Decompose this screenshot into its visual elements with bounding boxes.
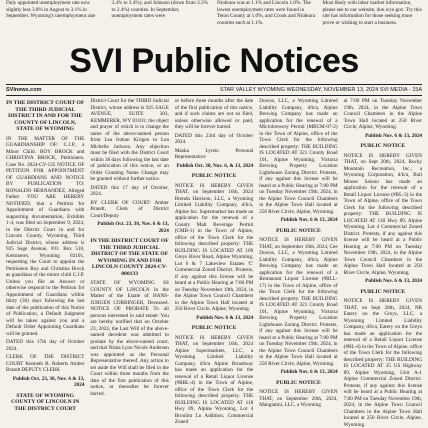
- notice-body: NOTICE IS HEREBY GIVEN THAT, on September 16th, 2024 Alpine Supermarkets, LLC, a Wyoming Limited Liability Company, d/b/a Alpine Broadway has made an application for the renewal of a Retail Liquor License (#RRL-4) in the Town of Alpine, office of the Town Clerk for the following described property. THE BUILDING IS LOCATED AT 118 Hwy 89, Alpine Wyoming, Lot 4 Broulim Ln Addition, Commercial Zoned: [175, 335, 253, 426]
- article-text: Duly appointed unemployment rate now slightly less 3.8% in August to 3.1% in September. Wyoming's unemployment rate: [6, 0, 106, 46]
- dateline: [6, 84, 422, 96]
- notice-body: NOTICE IS HEREBY GIVEN THAT, on September 16th, 2024, Cee Downs, LLC, a Wyoming Limited Liability Company, d/b/a, Alpine Brewing Company has made an application for the renewal of a Restaurant Liquor License (#RLL-17) in the Town of Alpine, office of the Town Clerk for the following described property. THE BUILDING IS LOCATED AT 321 County Road 101, Alpine Wyoming, Victoria Brewing Property Location Lighthouse Zoning District. Protests, if any against this license will be heard at a Public Hearing at 7:00 PM on Tuesday November 19th, 2024, in the Alpine Town Council Chambers in the Alpine Town Hall located at 250 River Circle, Alpine, Wyoming.: [259, 237, 337, 367]
- notice-body: IN THE MATTER OF THE GUARDIANSHIP OF: C.J.P., a Minor Child. ROY BROCK and CHRISTINA BROCK, Petitioners. Case No. 2024-CV-125 NOTICE OF PETITION FOR APPOINTMENT OF GUARDIANS AND NOTICE BY PUBLICATION TO: RONALDO HERNANDEZ, Alleged Father YOU ARE HEREBY NOTIFIED, that a Petition for Appointment of Guardians with supporting documentation, Exhibits 1-4, was filed on September 9, 2024, in the District Court in and for Lincoln County, Wyoming, Third Judicial District, whose address is 925 Sage Avenue, P.O. Box 510, Kemmerer, Wyoming 83101, requesting the Court to appoint the Petitioners Roy and Christina Brock as guardians of the minor child C.J.P. Unless you file an Answer or otherwise respond to the Petition for Appointment of Guardians within thirty (30) days following the last date of the publication of this Notice of Publication, a Default Judgment will be taken against you and a Default Order Appointing Guardians will be granted.: [6, 136, 84, 338]
- notice-date: DATED this 17th day of October 2024.: [6, 339, 84, 352]
- notice-heading: PUBLIC NOTICE: [344, 143, 422, 150]
- notice: [90, 238, 168, 397]
- notice-date: DATED this 17 day of October, 2024.: [90, 185, 168, 198]
- notice: [90, 98, 168, 234]
- column-1: [6, 98, 84, 400]
- notice-heading: IN THE DISTRICT COURT OF THE THIRD JUDICIAL DISTRICT OF THE STATE OF WYOMING IN AND FOR LINCOLN COUNTY 2024-CV-000133: [90, 238, 168, 277]
- column-4: [259, 98, 337, 400]
- masthead: [0, 40, 428, 82]
- notice: [175, 325, 253, 426]
- publish-dates: Publish Oct. 23, 30, Nov. 6 & 13, 2024: [90, 221, 168, 234]
- notice-heading: IN THE DISTRICT COURT OF THE THIRD JUDICIAL DISTRICT IN AND FOR THE COUNTY OF LINCOLN, STATE OF WYOMING: [6, 100, 84, 133]
- notice-body: NOTICE IS HEREBY GIVEN THAT, on September 16th, 2024 Brenda Harrison, LLC, a Wyoming Limited Liability Company, d/b/a, Alpine Inc. Supermarket has made an application for the renewal of a County Malt Beverage Permit (CMB-1) in the Town of Alpine, office of the Town Clerk for the following described property: THE BUILDING IS LOCATED AT 109 Greys River Road, Alpine Wyoming, Lot 6 & 7 Lakeview Estates 'C' Commercial Zoned District. Protests, if any against this license will be heard at a Public Hearing at 7:00 PM on Tuesday November 19th, 2024, in the Alpine Town Council Chambers in the Alpine Town Hall located at 250 River Circle, Alpine, Wyoming.: [175, 183, 253, 313]
- publish-dates: Publish Nov. 6 & 13, 2024: [344, 133, 422, 140]
- publish-dates: Publish Nov. 6 & 13, 2024: [259, 369, 337, 376]
- notice: [344, 143, 422, 285]
- article-text: Niobrara was at 1.1% and Lincoln 1.0%. The lowest unemployment rates were found in Teton County at 1.0%, and Crook and Niobrara counties each at 1.1%.: [217, 0, 317, 46]
- notice-heading: PUBLIC NOTICE: [259, 228, 337, 235]
- publish-dates: Publish Nov. 6 & 13, 2024: [344, 278, 422, 285]
- notice: [259, 98, 337, 224]
- notice: [344, 289, 422, 428]
- column-5: [344, 98, 422, 400]
- notice: [344, 98, 422, 139]
- notice-signature: Mazka Lyrein Personal Representative: [175, 148, 253, 161]
- notice-body: at 7:00 PM on Tuesday November 19th, 2024, in the Alpine Town Council Chambers in the Alpine Town Hall located at 250 River Circle, Alpine, Wyoming.: [344, 98, 422, 131]
- issue-info: STAR VALLEY WYOMING WEDNESDAY, NOVEMBER 13, 2024 SVI MEDIA - 15A: [220, 87, 422, 93]
- notice-heading: PUBLIC NOTICE: [259, 380, 337, 387]
- notice: [175, 98, 253, 169]
- article-text: 3.4% to 3.4%), and Johnson (down from 3.3% to 2.4%) counties. In September, unemployment rates were: [112, 0, 212, 46]
- article-text: Most likely with labor market information, please see to our website, doe.wyo.gov. Try this site has information for those seeking more prove or wishing to start a business.: [323, 0, 423, 46]
- column-2: [90, 98, 168, 400]
- notice-heading: PUBLIC NOTICE: [344, 289, 422, 296]
- notice-body: STATE OF WYOMING SS COUNTY OF LINCOLN In the Matter of the Estate of HANS-JURGEN CORRINGER, Deceased. NOTICE OF PROBATE To all persons interested in said estate: You are hereby notified that on October 23, 2024, the Last Will of the above-named decedent was admitted to probate by the above-named court, and that Nisha Lynn Nicole Andersen was appointed as the Personal Representative thereof. Any action to set aside the Will shall be filed in the Court within three months from the date of the first publication of this notice, or thereafter be forever barred.: [90, 280, 168, 397]
- notice-body: District Court for the THIRD Judicial District, whose address is 925 SAGE AVENUE, SUITE 303, KEMMERER, WY 83101; the object and prayer of which is to change the name of the above-named person from Lea Iroban Kirigen to Lea Michelle Jackson. Any objection must be filed with the District Court within 30 days following the last date of publication of this notice, or an Order Granting Name Change may be granted without further notice.: [90, 98, 168, 183]
- publish-dates: Publish Oct. 30, Nov. 6, & 13, 2024: [175, 163, 253, 170]
- notice-date: DATED this 23rd day of October 2024.: [175, 133, 253, 146]
- publish-dates: Publish Nov. 6 & 13, 2024: [259, 217, 337, 224]
- notice: [259, 228, 337, 376]
- page-title: SVI Public Notices: [0, 40, 428, 82]
- notice: [175, 173, 253, 321]
- notice-columns: [6, 98, 422, 400]
- notice-body: NOTICE IS HEREBY GIVEN THAT, on September 20th, 2024, Mangiatini, LLC, a Wyoming: [259, 389, 337, 409]
- site-url: SVInews.com: [6, 87, 41, 93]
- notice-signature: CLERK OF THE DISTRICT COURT Kenneth B. Roberts Amber Brandt DEPUTY CLERK: [6, 354, 84, 374]
- notice-body: Downs, LLC, a Wyoming Limited Liability Company, d/b/a, Alpine Brewing Company has made an application for the renewal of a Microbrewery Permit (MBCM-07-2) in the Town of Alpine, office of the Town Clerk for the following described property: THE BUILDING IS LOCATED AT 321 County Road 101, Alpine Wyoming, Victoria Brewing Property Location Lighthouse Zoning District. Protests, if any against this license will be heard at a Public Hearing at 7:00 PM on Tuesday November 19th, 2024, in the Alpine Town Council Chambers in the Alpine Town Hall located at 250 River Circle, Alpine, Wyoming.: [259, 98, 337, 215]
- notice: [6, 100, 84, 389]
- column-3: [175, 98, 253, 400]
- publish-dates: Publish Nov. 6 & 13, 2024: [175, 315, 253, 322]
- notice-body: NOTICE IS HEREBY GIVEN THAT, on Sept 20th, 2024, NR Eatery on the Greys, LLC, a Wyoming Limited Liability Company, d/b/a, Eatery on the Greys has made an application for the renewal of a Retail Liquor License (#RL-4) in the Town of Alpine, office of the Town Clerk for the following described property: THE BUILDING IS LOCATED AT 25 US Highway 89, Alpine Wyoming, Unit A-1 Alpine Commercial Zoned District. Protests, if any against this license will be heard at a Public Hearing at 7:00 PM on Tuesday November 19th, 2024, in the Alpine Town Council Chambers in the Alpine Town Hall located at 250 River Circle, Alpine, Wyoming.: [344, 298, 422, 428]
- notice-heading: PUBLIC NOTICE: [175, 173, 253, 180]
- notice-heading: STATE OF WYOMING COUNTY OF LINCOLN IN THE DISTRICT COURT: [6, 393, 84, 413]
- publish-dates: Publish Oct. 23, 30, Nov. 6 & 13, 2024: [6, 376, 84, 389]
- notice-heading: PUBLIC NOTICE: [175, 325, 253, 332]
- notice-body: or before three months after the date of the first publication of this notice, and if such claims are not so filed, unless otherwise allowed or paid, they will be forever barred.: [175, 98, 253, 131]
- notice-signature: BY CLERK OF COURT: Amber Brandt, Clerk of District Court/Deputy: [90, 200, 168, 220]
- notice: [6, 393, 84, 413]
- notice-body: NOTICE IS HEREBY GIVEN THAT, on Sept 20th, 2024, Rocky Mountain Recreation, Inc., a Wyoming Corporation, d/b/a, Bull Moose Saloon has made an application for the renewal of a Retail Liquor License (#RL-3) in the Town of Alpine, office of the Town Clerk for the following described property: THE BUILDING IS LOCATED AT 130 Hwy 89, Alpine Wyoming, Lot 4 Commercial Zoned District. Protests, if any against this license will be heard at a Public Hearing at 7:00 PM on Tuesday November 19th, 2024, in the Alpine Town Council Chambers in the Alpine Town Hall located at 250 River Circle, Alpine, Wyoming.: [344, 153, 422, 277]
- notice: [259, 380, 337, 409]
